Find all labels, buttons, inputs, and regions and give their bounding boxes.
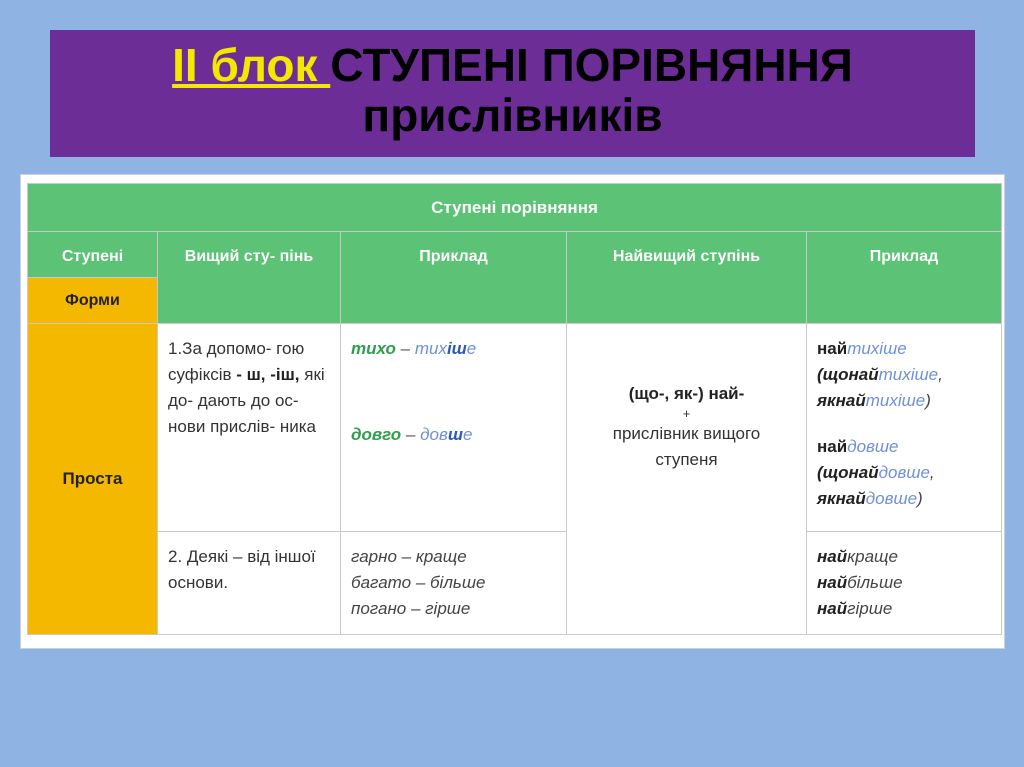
header-stupeni: Ступені (28, 232, 158, 278)
paren: ) (925, 391, 931, 410)
rule-1-cell (158, 324, 341, 532)
header-pryklad-1: Приклад (341, 232, 567, 324)
prefix-nai: най (817, 437, 848, 456)
word: тихіше (865, 391, 926, 410)
superlative-tykhishe (817, 336, 991, 414)
example-suffix: іш (446, 339, 467, 358)
header-formy: Форми (28, 278, 158, 324)
title-line-2: прислівників (362, 89, 663, 141)
rule-1-text-end: які до- дають до ос- нови прислів- ника (168, 365, 325, 436)
example-ending: е (466, 339, 477, 358)
example-bagato: багато – більше (351, 573, 486, 592)
header-vyshchyi: Вищий сту- пінь (158, 232, 341, 324)
word: довше (878, 463, 930, 482)
example-tykho (351, 336, 556, 362)
example-dovho (351, 422, 556, 448)
paren: ) (917, 489, 923, 508)
plus-sign: + (682, 406, 691, 421)
example-1-cell (341, 324, 567, 532)
example-garno: гарно – краще (351, 547, 467, 566)
superlative-rule-cell (567, 324, 807, 635)
comma: , (929, 463, 935, 482)
table-main-header: Ступені порівняння (28, 184, 1002, 232)
superlative-prefixes: (що-, як-) най- (628, 384, 745, 403)
prefix-yaknai: якнай (817, 391, 866, 410)
word: більше (847, 573, 903, 592)
word: краще (847, 547, 898, 566)
example-base: довго (351, 425, 402, 444)
rule-1-suffix: - ш, -іш, (236, 365, 300, 384)
prefix-nai: най (817, 547, 848, 566)
superlative-rule-text: прислівник вищого ступеня (612, 424, 761, 469)
word: довше (865, 489, 918, 508)
comma: , (938, 365, 943, 384)
block-label: II блок (172, 39, 331, 91)
rule-2-cell: 2. Деякі – від іншої основи. (158, 532, 341, 635)
example-dash: – (401, 425, 421, 444)
example-2-cell (341, 532, 567, 635)
title-banner (50, 30, 975, 157)
prefix-nai: най (817, 573, 848, 592)
example-stem: тих (414, 339, 447, 358)
example-stem: дов (420, 425, 448, 444)
superlative-example-1-cell (807, 324, 1002, 532)
word: тихіше (878, 365, 939, 384)
example-pogano: погано – гірше (351, 599, 471, 618)
comparison-table (27, 183, 1002, 635)
example-base: тихо (351, 339, 396, 358)
prefix-shchonai: (щонай (817, 463, 879, 482)
prefix-nai: най (817, 599, 848, 618)
title-text: СТУПЕНІ ПОРІВНЯННЯ (330, 39, 853, 91)
prefix-nai: най (817, 339, 848, 358)
prefix-yaknai: якнай (817, 489, 866, 508)
title-line-1 (50, 40, 975, 90)
word: тихіше (847, 339, 907, 358)
header-pryklad-2: Приклад (807, 232, 1002, 324)
table-sheet (20, 174, 1005, 649)
rule-1-text: 1.За допомо- гою суфіксів (168, 339, 305, 384)
prefix-shchonai: (щонай (817, 365, 879, 384)
example-ending: е (462, 425, 473, 444)
superlative-dovshe (817, 434, 991, 512)
word: гірше (847, 599, 893, 618)
example-suffix: ш (447, 425, 463, 444)
word: довше (847, 437, 899, 456)
example-dash: – (395, 339, 415, 358)
row-label-prosta: Проста (28, 324, 158, 635)
superlative-example-2-cell (807, 532, 1002, 635)
header-naivyshchyi: Найвищий ступінь (567, 232, 807, 324)
